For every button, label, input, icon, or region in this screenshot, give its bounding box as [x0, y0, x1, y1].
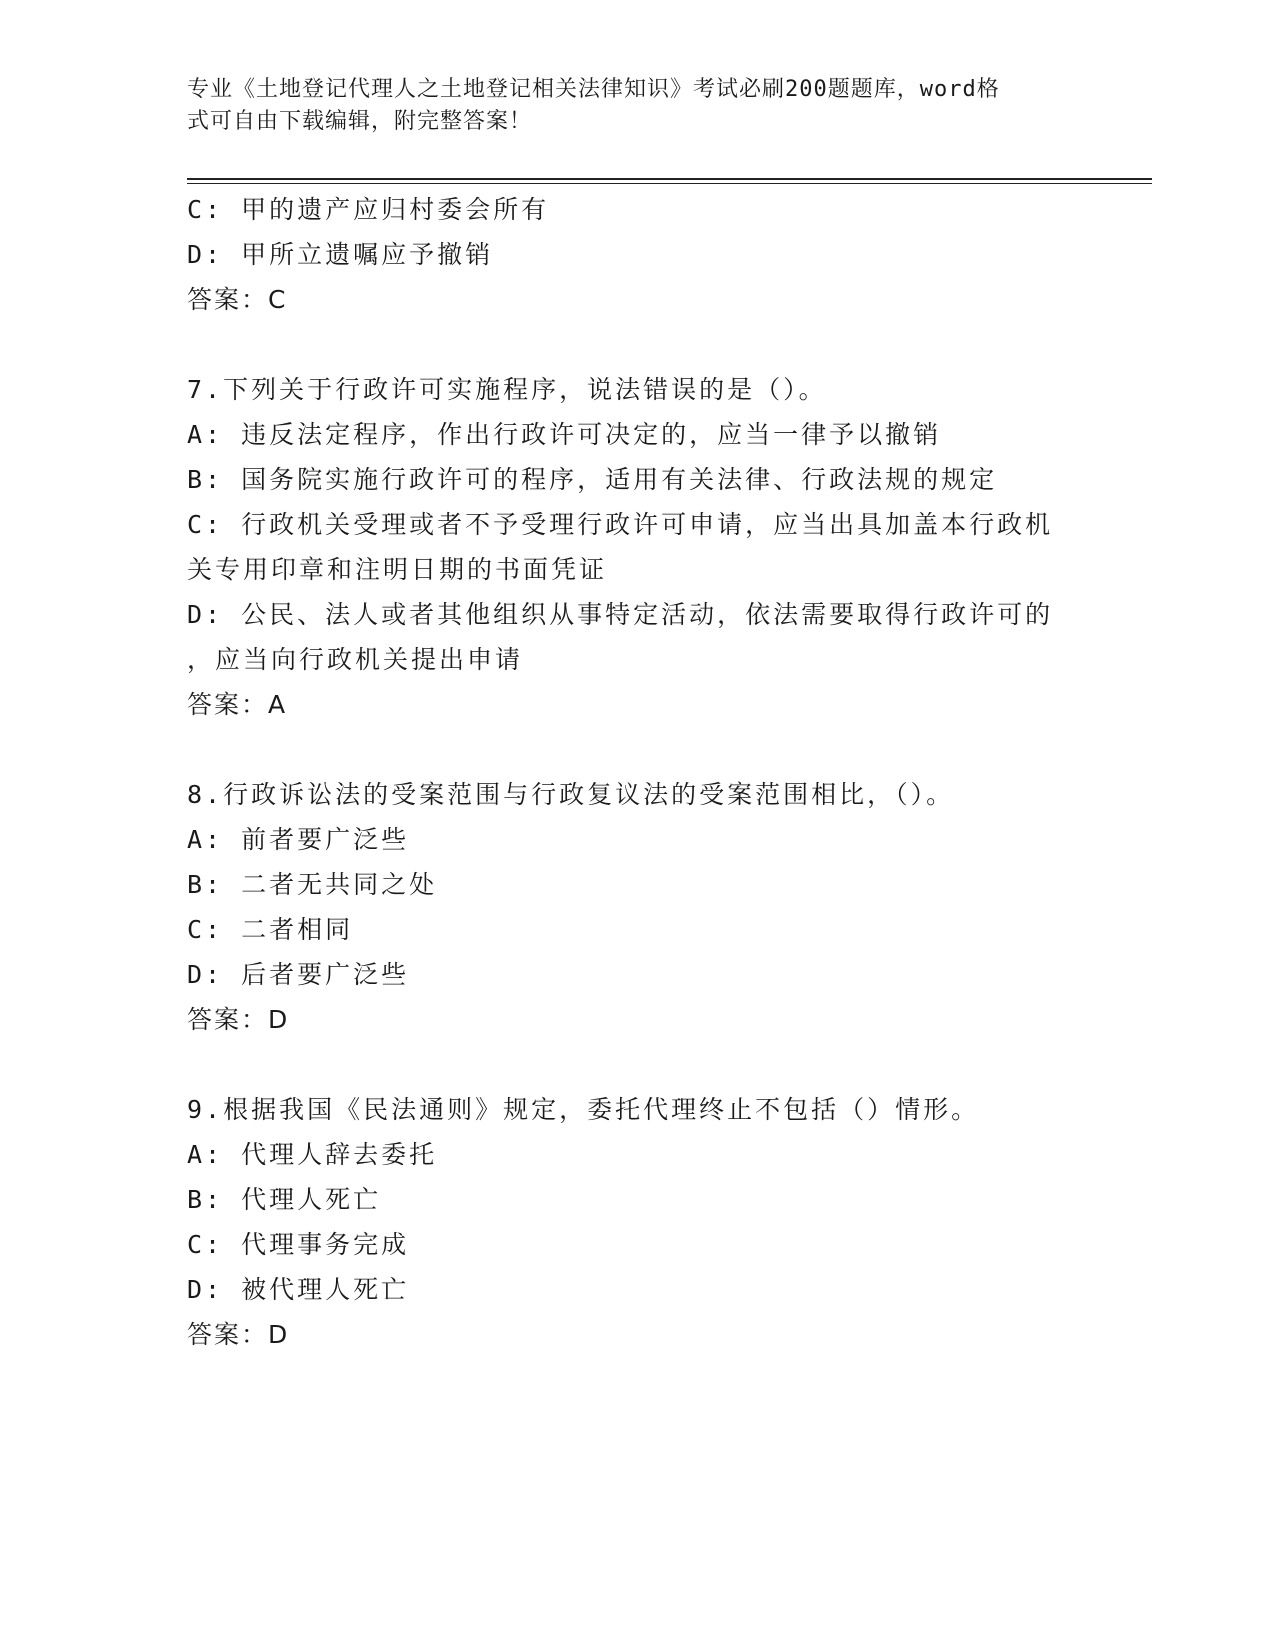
option-c: C: 行政机关受理或者不予受理行政许可申请，应当出具加盖本行政机 — [187, 510, 1054, 539]
header-divider-thin — [187, 183, 1152, 184]
prev-option-c: C: 甲的遗产应归村委会所有 — [187, 195, 550, 224]
question-stem: 7.下列关于行政许可实施程序，说法错误的是（）。 — [187, 375, 827, 404]
answer: 答案：A — [187, 690, 288, 719]
page-header — [187, 74, 1067, 138]
question-stem: 8.行政诉讼法的受案范围与行政复议法的受案范围相比，（）。 — [187, 780, 955, 809]
answer: 答案：D — [187, 1320, 290, 1349]
option-a: A: 代理人辞去委托 — [187, 1140, 438, 1169]
header-line-1: 专业《土地登记代理人之土地登记相关法律知识》考试必刷200题题库，word格 — [187, 77, 1000, 102]
option-a: A: 违反法定程序，作出行政许可决定的，应当一律予以撤销 — [187, 420, 942, 449]
option-c: C: 二者相同 — [187, 915, 354, 944]
option-b: B: 代理人死亡 — [187, 1185, 382, 1214]
header-line-2: 式可自由下载编辑，附完整答案！ — [187, 109, 533, 134]
option-d: D: 公民、法人或者其他组织从事特定活动，依法需要取得行政许可的 — [187, 600, 1054, 629]
prev-option-d: D: 甲所立遗嘱应予撤销 — [187, 240, 494, 269]
option-d: D: 后者要广泛些 — [187, 960, 410, 989]
option-b: B: 国务院实施行政许可的程序，适用有关法律、行政法规的规定 — [187, 465, 998, 494]
header-divider-thick — [187, 178, 1152, 180]
option-d: D: 被代理人死亡 — [187, 1275, 410, 1304]
prev-answer: 答案：C — [187, 285, 288, 314]
answer: 答案：D — [187, 1005, 290, 1034]
option-c: C: 代理事务完成 — [187, 1230, 410, 1259]
option-a: A: 前者要广泛些 — [187, 825, 410, 854]
option-b: B: 二者无共同之处 — [187, 870, 438, 899]
option-c-continued: 关专用印章和注明日期的书面凭证 — [187, 555, 608, 584]
option-d-continued: ，应当向行政机关提出申请 — [187, 645, 524, 674]
question-stem: 9.根据我国《民法通则》规定，委托代理终止不包括（）情形。 — [187, 1095, 980, 1124]
